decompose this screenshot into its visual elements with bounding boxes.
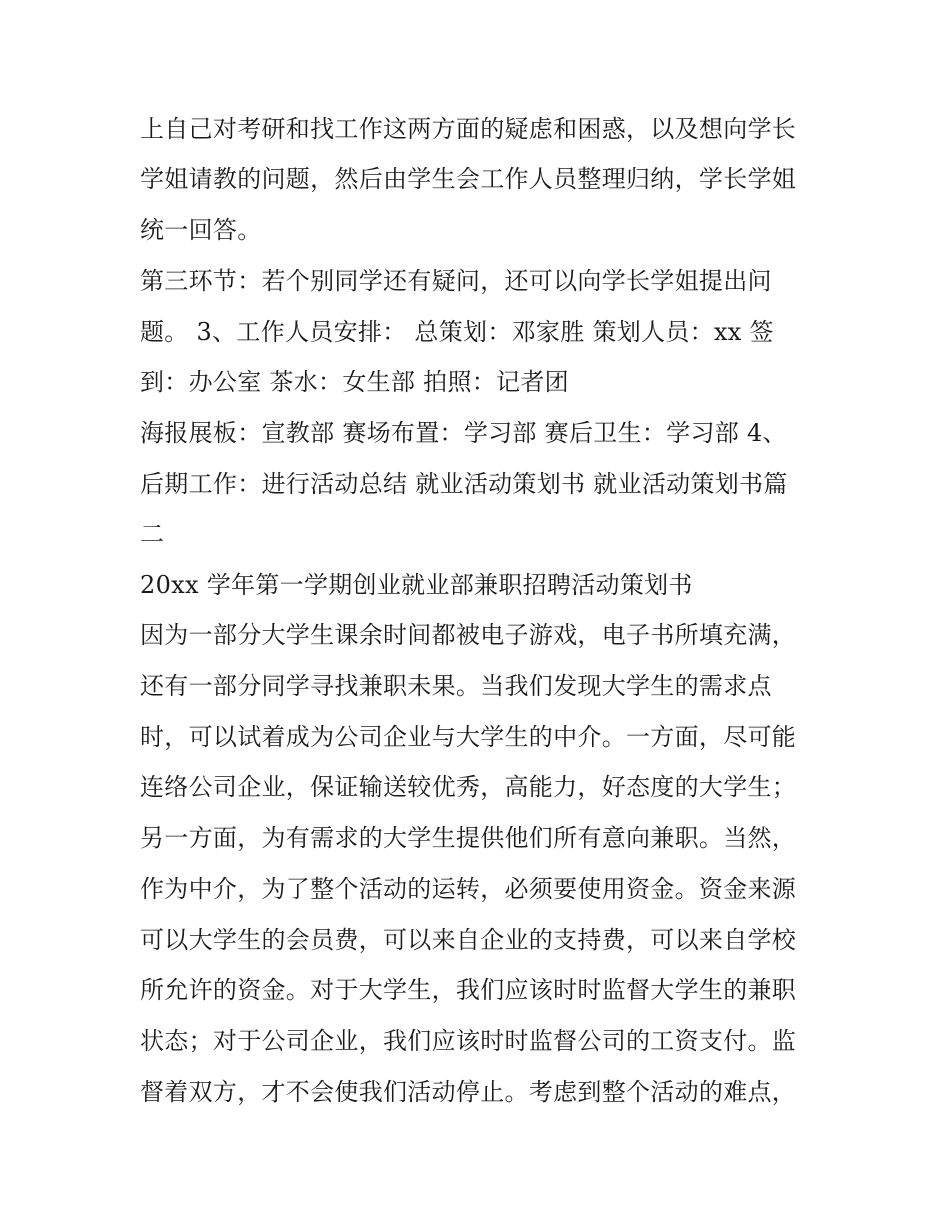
text-line: 二 bbox=[140, 520, 165, 548]
text-line: 题。 3、工作人员安排： 总策划：邓家胜 策划人员：xx 签 bbox=[140, 318, 774, 346]
text-line: 学姐请教的问题，然后由学生会工作人员整理归纳，学长学姐 bbox=[140, 165, 797, 193]
text-line: 可以大学生的会员费，可以来自企业的支持费，可以来自学校 bbox=[140, 926, 797, 954]
text-line: 还有一部分同学寻找兼职未果。当我们发现大学生的需求点 bbox=[140, 672, 772, 700]
text-line: 督着双方，才不会使我们活动停止。考虑到整个活动的难点， bbox=[140, 1078, 797, 1106]
text-line: 因为一部分大学生课余时间都被电子游戏，电子书所填充满， bbox=[140, 621, 797, 649]
text-line: 作为中介，为了整个活动的运转，必须要使用资金。资金来源 bbox=[140, 875, 797, 903]
text-line: 所允许的资金。对于大学生，我们应该时时监督大学生的兼职 bbox=[140, 976, 797, 1004]
text-line: 统一回答。 bbox=[140, 216, 262, 244]
text-line: 到：办公室 茶水：女生部 拍照：记者团 bbox=[140, 368, 569, 396]
text-line: 另一方面，为有需求的大学生提供他们所有意向兼职。当然， bbox=[140, 824, 797, 852]
text-line: 第三环节：若个别同学还有疑问，还可以向学长学姐提出问 bbox=[140, 267, 772, 295]
text-line: 连络公司企业，保证输送较优秀，高能力，好态度的大学生； bbox=[140, 773, 797, 801]
text-line: 状态；对于公司企业，我们应该时时监督公司的工资支付。监 bbox=[140, 1027, 797, 1055]
text-line: 时，可以试着成为公司企业与大学生的中介。一方面，尽可能 bbox=[140, 723, 797, 751]
text-line: 上自己对考研和找工作这两方面的疑虑和困惑，以及想向学长 bbox=[140, 115, 797, 143]
section-heading: 20xx 学年第一学期创业就业部兼职招聘活动策划书 bbox=[140, 571, 693, 599]
text-line: 海报展板：宣教部 赛场布置：学习部 赛后卫生：学习部 4、 bbox=[140, 419, 787, 447]
text-line: 后期工作：进行活动总结 就业活动策划书 就业活动策划书篇 bbox=[140, 470, 788, 498]
